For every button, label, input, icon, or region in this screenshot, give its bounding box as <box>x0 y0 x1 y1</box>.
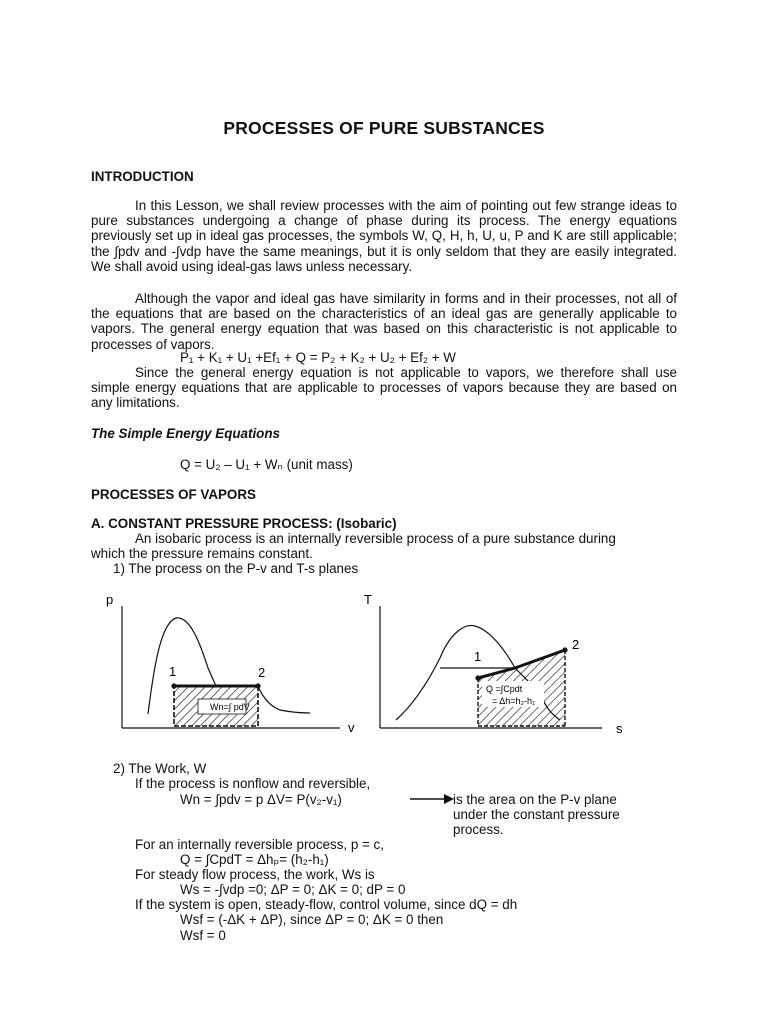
intro-text: In this Lesson, we shall review processes with the aim of pointing out few strange ideas to pure substances undergoing a change of phase during its process. The energy equations previously set up in ideal gas processes, the symbols W, Q, H, h, U, u, P and K are still applicable; the ∫pdv and -∫vdp have the same meanings, but it is only seldom that they are easily integrated. We shall avoid using ideal-gas laws unless necessary. <box>91 198 677 274</box>
general-energy-equation: P₁ + K₁ + U₁ +Ef₁ + Q = P₂ + K₂ + U₂ + Ef₂ + W <box>180 350 456 365</box>
simple-energy-equation: Q = U₂ – U₁ + Wₙ (unit mass) <box>180 457 353 472</box>
vapor-paragraph <box>91 291 677 352</box>
pv-x-axis-label: v <box>348 720 355 735</box>
vapors-heading: PROCESSES OF VAPORS <box>91 487 256 502</box>
ts-state-1-point <box>475 675 480 680</box>
ws-equation: Ws = -∫vdp =0; ΔP = 0; ΔK = 0; dP = 0 <box>180 882 406 897</box>
intro-heading: INTRODUCTION <box>91 169 194 184</box>
ts-diagram <box>360 588 640 738</box>
pv-y-axis-label: p <box>106 592 114 607</box>
steady-flow-text: For steady flow process, the work, Ws is <box>135 867 375 882</box>
vapor-text: Although the vapor and ideal gas have similarity in forms and in their processes, not all of the equations that are based on the characteristics of an ideal gas are generally applicable to vapors. The general energy equation that was based on this characteristic is not applicable to processes of vapors. <box>91 291 677 352</box>
q-equation: Q = ∫CpdT = Δhₚ= (h₂-h₁) <box>180 852 329 867</box>
section-a-heading: A. CONSTANT PRESSURE PROCESS: (Isobaric) <box>91 516 397 531</box>
document-title: PROCESSES OF PURE SUBSTANCES <box>223 118 545 138</box>
arrow-icon <box>410 793 454 805</box>
item-2: 2) The Work, W <box>113 761 207 776</box>
intro-paragraph <box>91 198 677 274</box>
since-paragraph <box>91 365 677 411</box>
area-note-line1: is the area on the P-v plane <box>453 792 617 807</box>
area-note-line2: under the constant pressure <box>453 807 620 822</box>
ts-state-2-label: 2 <box>572 637 580 652</box>
ts-area-label-2: = Δh=h₂-h₁ <box>492 696 536 706</box>
pv-state-1-point <box>171 683 176 688</box>
pv-diagram <box>100 588 370 738</box>
since-text: Since the general energy equation is not applicable to vapors, we therefore shall use simple energy equations that are applicable to processes of vapors because they are based on any limitations. <box>91 365 677 411</box>
nonflow-text: If the process is nonflow and reversible, <box>135 776 371 791</box>
ts-x-axis-label: s <box>616 721 623 736</box>
simple-equations-heading: The Simple Energy Equations <box>91 426 280 441</box>
ts-state-2-point <box>562 647 567 652</box>
pv-state-2-point <box>255 683 260 688</box>
area-note-line3: process. <box>453 822 504 837</box>
item-1: 1) The process on the P-v and T-s planes <box>113 561 359 576</box>
wn-equation: Wn = ∫pdv = p ΔV= P(v₂-v₁) <box>180 792 342 807</box>
ts-state-1-label: 1 <box>474 649 482 664</box>
internal-reversible-text: For an internally reversible process, p = c, <box>135 837 384 852</box>
pv-area-label: Wn=∫ pdV <box>210 702 250 712</box>
pv-state-2-label: 2 <box>258 665 266 680</box>
isobaric-definition-line2: which the pressure remains constant. <box>91 546 313 561</box>
open-system-text: If the system is open, steady-flow, control volume, since dQ = dh <box>135 897 518 912</box>
ts-area-label-1: Q =∫Cpdt <box>486 684 523 694</box>
pv-state-1-label: 1 <box>169 664 177 679</box>
wsf-equation: Wsf = (-ΔK + ΔP), since ΔP = 0; ΔK = 0 then <box>180 912 444 927</box>
ts-y-axis-label: T <box>364 592 372 607</box>
wsf-zero: Wsf = 0 <box>180 928 226 943</box>
isobaric-definition-line1: An isobaric process is an internally reversible process of a pure substance during <box>135 531 616 546</box>
